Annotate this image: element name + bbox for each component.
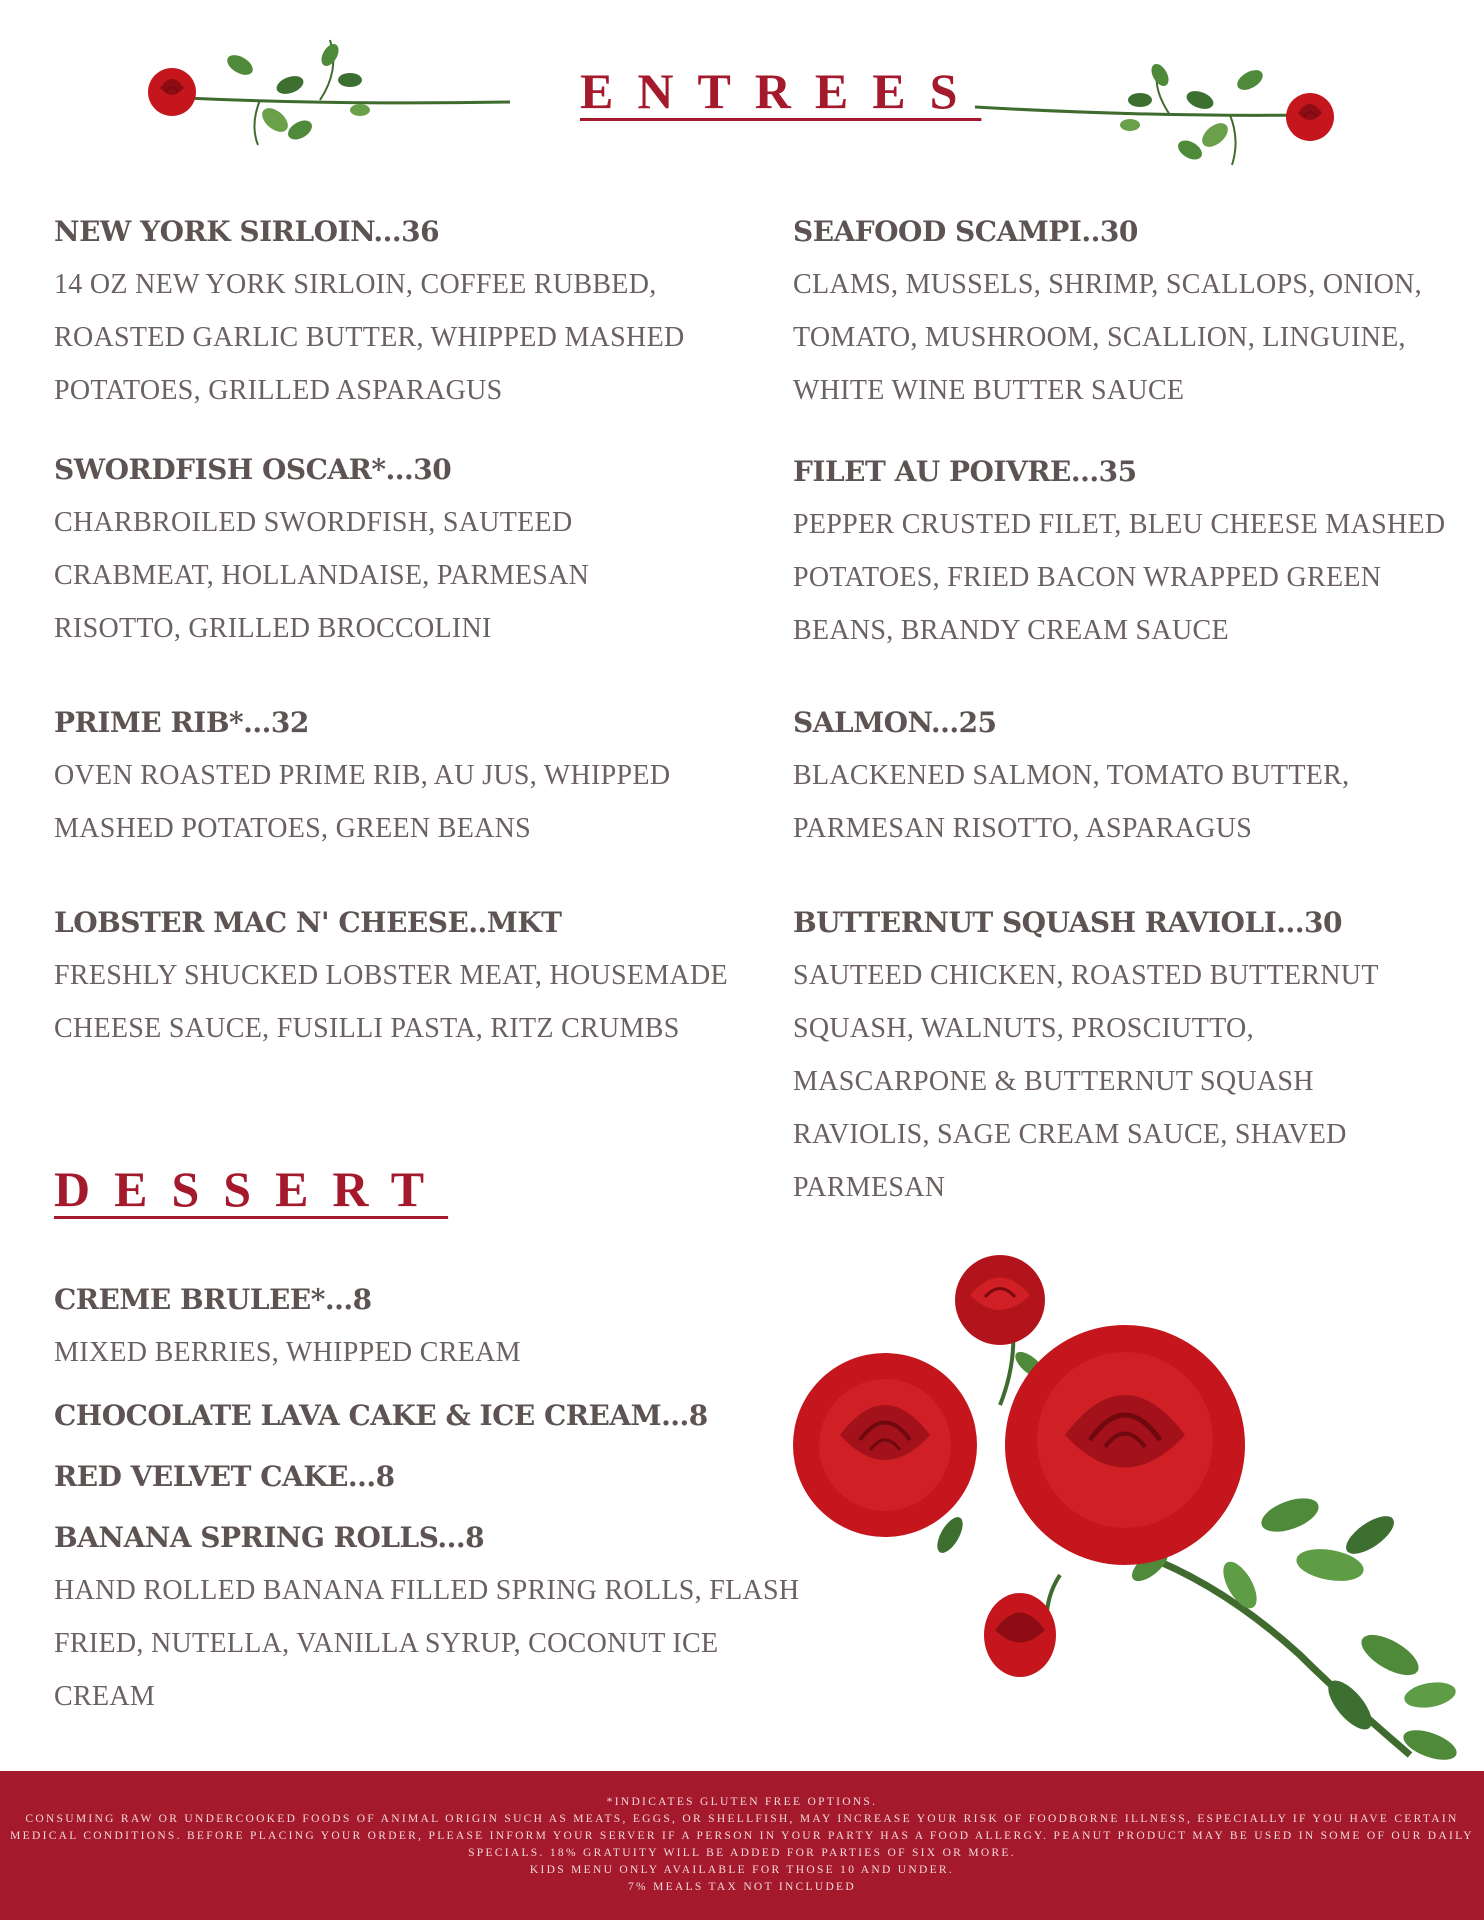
footer-disclaimer	[0, 1771, 1484, 1920]
menu-item	[793, 212, 1484, 417]
menu-item	[54, 212, 754, 417]
item-description: BLACKENED SALMON, TOMATO BUTTER, PARMESAN RISOTTO, ASPARAGUS	[793, 760, 1350, 844]
item-description: CLAMS, MUSSELS, SHRIMP, SCALLOPS, ONION, TOMATO, MUSHROOM, SCALLION, LINGUINE, WHITE WINE BUTTER SAUCE	[793, 269, 1422, 406]
item-name: LOBSTER MAC N' CHEESE..MKT	[54, 906, 562, 939]
dessert-heading: DESSERT	[54, 1161, 449, 1217]
item-description: OVEN ROASTED PRIME RIB, AU JUS, WHIPPED MASHED POTATOES, GREEN BEANS	[54, 760, 671, 844]
menu-item	[793, 452, 1484, 657]
menu-item	[54, 903, 754, 1055]
item-description: SAUTEED CHICKEN, ROASTED BUTTERNUT SQUASH, WALNUTS, PROSCIUTTO, MASCARPONE & BUTTERNUT SQUASH RAVIOLIS, SAGE CREAM SAUCE, SHAVED PARMESAN	[793, 960, 1379, 1203]
rose-stem-right-icon	[970, 55, 1350, 175]
menu-item	[54, 1280, 754, 1379]
footer-line: CONSUMING RAW OR UNDERCOOKED FOODS OF ANIMAL ORIGIN SUCH AS MEATS, EGGS, OR SHELLFISH, MAY INCREASE YOUR RISK OF FOODBORNE ILLNESS, ESPECIALLY IF YOU HAVE CERTAIN MEDICAL CONDITIONS. BEFORE PLACING YOUR ORDER, PLEASE INFORM YOUR SERVER IF A PERSON IN YOUR PARTY HAS A FOOD ALLERGY. PEANUT PRODUCT MAY BE USED IN SOME OF OUR DAILY SPECIALS. 18% GRATUITY WILL BE ADDED FOR PARTIES OF SIX OR MORE.	[10, 1813, 1474, 1859]
item-name: SWORDFISH OSCAR*...30	[54, 453, 452, 486]
menu-item	[793, 903, 1484, 1214]
item-name: BANANA SPRING ROLLS...8	[54, 1521, 485, 1554]
item-name: NEW YORK SIRLOIN...36	[54, 215, 440, 248]
item-description: CHARBROILED SWORDFISH, SAUTEED CRABMEAT, HOLLANDAISE, PARMESAN RISOTTO, GRILLED BROCCOLINI	[54, 507, 590, 644]
menu-item	[54, 1396, 754, 1436]
item-description: HAND ROLLED BANANA FILLED SPRING ROLLS, FLASH FRIED, NUTELLA, VANILLA SYRUP, COCONUT ICE CREAM	[54, 1575, 800, 1712]
item-name: BUTTERNUT SQUASH RAVIOLI...30	[793, 906, 1342, 939]
menu-item	[54, 1457, 754, 1497]
footer-line: 7% MEALS TAX NOT INCLUDED	[627, 1881, 856, 1893]
menu-item	[54, 450, 754, 655]
footer-line: *INDICATES GLUTEN FREE OPTIONS.	[606, 1796, 878, 1808]
item-name: FILET AU POIVRE...35	[793, 455, 1137, 488]
rose-bouquet-icon	[770, 1235, 1470, 1775]
menu-item	[793, 703, 1484, 855]
item-name: SALMON...25	[793, 706, 997, 739]
item-name: SEAFOOD SCAMPI..30	[793, 215, 1138, 248]
item-description: PEPPER CRUSTED FILET, BLEU CHEESE MASHED POTATOES, FRIED BACON WRAPPED GREEN BEANS, BRANDY CREAM SAUCE	[793, 509, 1446, 646]
item-description: MIXED BERRIES, WHIPPED CREAM	[54, 1337, 521, 1368]
item-name: PRIME RIB*...32	[54, 706, 309, 739]
item-name: CREME BRULEE*...8	[54, 1283, 372, 1316]
item-description: 14 OZ NEW YORK SIRLOIN, COFFEE RUBBED, ROASTED GARLIC BUTTER, WHIPPED MASHED POTATOES, GRILLED ASPARAGUS	[54, 269, 685, 406]
item-name: RED VELVET CAKE...8	[54, 1460, 395, 1493]
rose-stem-left-icon	[140, 30, 520, 150]
menu-item	[54, 1518, 814, 1723]
entrees-heading: ENTREES	[580, 63, 982, 119]
menu-item	[54, 703, 754, 855]
item-description: FRESHLY SHUCKED LOBSTER MEAT, HOUSEMADE CHEESE SAUCE, FUSILLI PASTA, RITZ CRUMBS	[54, 960, 728, 1044]
footer-line: KIDS MENU ONLY AVAILABLE FOR THOSE 10 AND UNDER.	[529, 1864, 955, 1876]
item-name: CHOCOLATE LAVA CAKE & ICE CREAM...8	[54, 1399, 708, 1432]
